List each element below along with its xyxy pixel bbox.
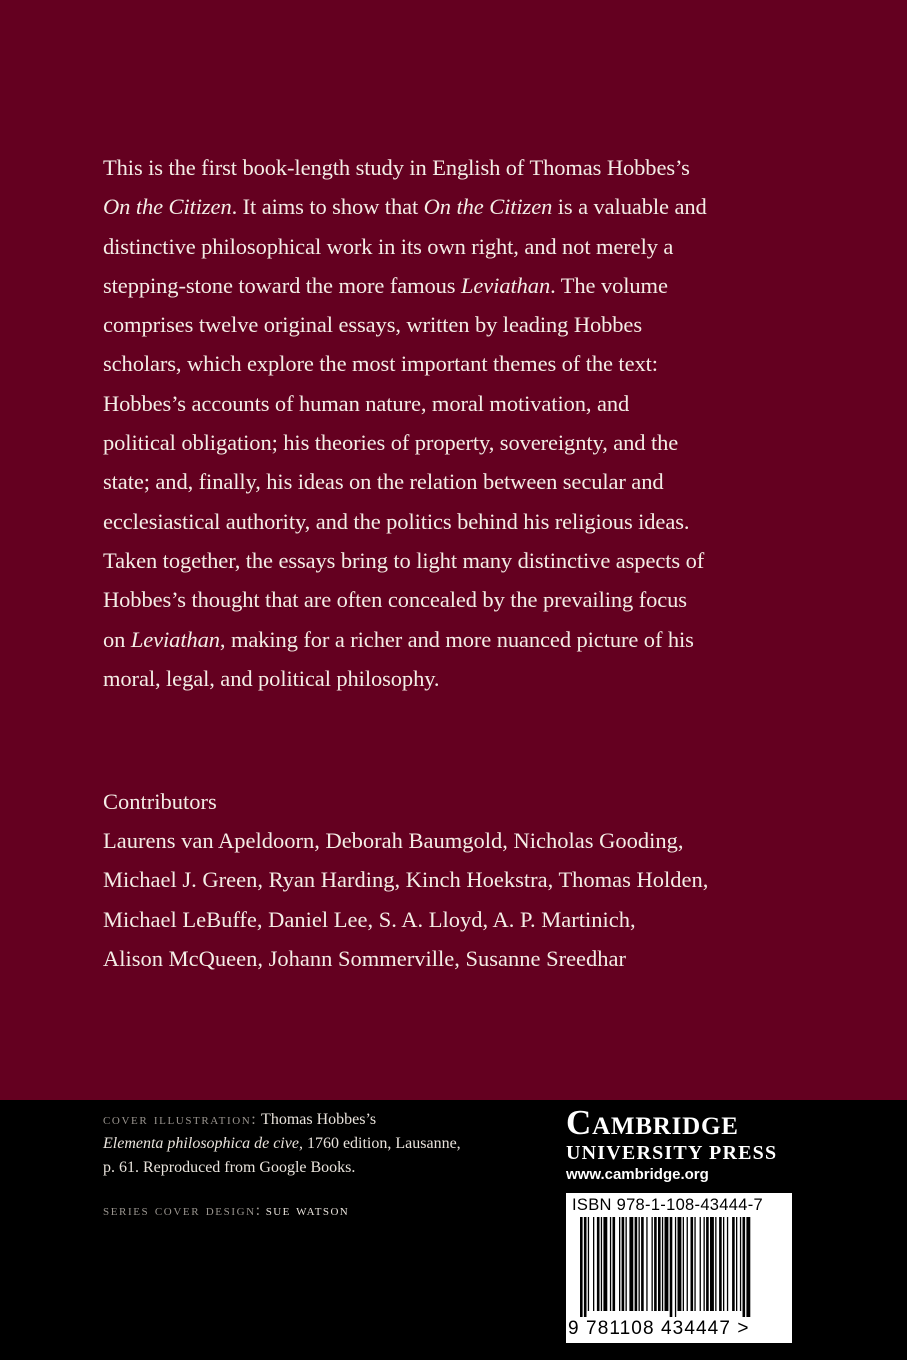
blurb-span: moral, legal, and political philosophy. <box>103 665 440 691</box>
blurb-span: Hobbes’s accounts of human nature, moral motivation, and <box>103 390 630 416</box>
barcode-bar <box>601 1217 602 1311</box>
blurb-line <box>103 659 803 698</box>
blurb-line <box>103 462 803 501</box>
blurb-line <box>103 423 803 462</box>
contributors-line: Michael LeBuffe, Daniel Lee, S. A. Lloyd, A. P. Martinich, <box>103 906 636 932</box>
barcode-bar <box>652 1217 653 1311</box>
barcode-bar <box>629 1217 633 1311</box>
barcode-bar <box>740 1217 741 1311</box>
publisher-logo <box>566 1104 806 1186</box>
barcode-bar <box>675 1217 676 1317</box>
publisher-name: Cambridge <box>566 1103 739 1142</box>
barcode-bar <box>746 1217 750 1317</box>
blurb-title-span: Leviathan <box>461 272 551 298</box>
barcode-bar <box>603 1217 607 1311</box>
blurb-span: scholars, which explore the most important themes of the text: <box>103 351 658 377</box>
barcode-bar <box>687 1217 688 1311</box>
contributors-line: Laurens van Apeldoorn, Deborah Baumgold, Nicholas Gooding, <box>103 828 684 853</box>
blurb-line <box>103 305 803 344</box>
barcode-bar <box>646 1217 647 1311</box>
blurb-line <box>103 187 803 226</box>
contributors-list <box>103 821 803 978</box>
barcode-bar <box>593 1217 594 1311</box>
barcode-bar <box>723 1217 724 1311</box>
illustration-label: cover illustration: <box>103 1111 258 1128</box>
barcode-bar <box>610 1217 611 1311</box>
blurb-span: ecclesiastical authority, and the politics behind his religious ideas. <box>103 508 690 534</box>
blurb-span: . It aims to show that <box>231 194 424 220</box>
barcode-bar <box>670 1217 673 1317</box>
blurb-title-span: On the Citizen <box>423 194 553 220</box>
barcode-panel <box>566 1193 792 1343</box>
blurb-line <box>103 384 803 423</box>
illustration-title: Elementa philosophica de cive <box>103 1135 299 1152</box>
blurb-span: This is the first book-length study in English of Thomas Hobbes’s <box>103 155 690 180</box>
barcode-bar <box>665 1217 669 1311</box>
barcode-bar <box>613 1217 616 1311</box>
blurb-line <box>103 620 803 659</box>
blurb-line <box>103 541 803 580</box>
barcode-bar <box>597 1217 600 1311</box>
blurb-span: on <box>103 626 131 652</box>
contributors-line: Michael J. Green, Ryan Harding, Kinch Hoekstra, Thomas Holden, <box>103 867 709 893</box>
barcode-bar <box>580 1217 583 1317</box>
barcode-bar <box>626 1217 627 1311</box>
barcode-bar <box>588 1217 589 1311</box>
barcode-bar <box>715 1217 716 1311</box>
blurb-title-span: On the Citizen <box>103 194 232 220</box>
barcode-bar <box>678 1217 682 1311</box>
barcode-bar <box>704 1217 705 1311</box>
barcode-bar <box>743 1217 746 1317</box>
blurb-span: , making for a richer and more nuanced picture of his <box>219 626 694 652</box>
barcode-bar <box>584 1217 587 1317</box>
design-label: series cover design: <box>103 1202 262 1219</box>
blurb-line <box>103 580 803 619</box>
blurb-span: Taken together, the essays bring to light many distinctive aspects of <box>103 547 705 573</box>
barcode-bar <box>641 1217 644 1311</box>
publisher-press: UNIVERSITY PRESS <box>566 1142 778 1164</box>
cover-illustration-credit <box>103 1108 503 1180</box>
barcode-bar <box>694 1217 695 1311</box>
series-design-credit <box>103 1202 349 1220</box>
blurb-span: political obligation; his theories of property, sovereignty, and the <box>103 430 679 456</box>
blurb-span: is a valuable and <box>552 194 707 220</box>
barcode-bar <box>658 1217 661 1311</box>
blurb-span: stepping-stone toward the more famous <box>103 272 461 298</box>
designer-name: sue watson <box>265 1202 350 1219</box>
barcode-bar <box>732 1217 735 1311</box>
blurb-line <box>103 502 803 541</box>
blurb-line <box>103 266 803 305</box>
blurb-span: state; and, finally, his ideas on the relation between secular and <box>103 469 664 495</box>
blurb-line <box>103 344 803 383</box>
illustration-line3: p. 61. Reproduced from Google Books. <box>103 1159 356 1176</box>
barcode-bar <box>691 1217 694 1311</box>
blurb-span: distinctive philosophical work in its own right, and not merely a <box>103 233 674 259</box>
barcode-bar <box>635 1217 638 1311</box>
barcode-digits: 9 781108 434447 > <box>568 1318 750 1339</box>
blurb-span: comprises twelve original essays, written by leading Hobbes <box>103 312 642 338</box>
illustration-line1: Thomas Hobbes’s <box>257 1111 377 1128</box>
barcode-bar <box>639 1217 640 1311</box>
blurb-text <box>103 148 803 698</box>
illustration-line2: , 1760 edition, Lausanne, <box>298 1135 461 1152</box>
blurb-title-span: Leviathan <box>130 626 220 652</box>
barcode-bar <box>736 1217 737 1311</box>
publisher-url: www.cambridge.org <box>566 1166 709 1183</box>
barcode-bar <box>706 1217 709 1311</box>
barcode-bar <box>710 1217 714 1311</box>
barcode-bar <box>619 1217 620 1311</box>
barcode-bar <box>727 1217 728 1311</box>
blurb-span: . The volume <box>550 272 668 298</box>
barcode-icon <box>566 1217 792 1317</box>
blurb-line <box>103 227 803 266</box>
barcode-bar <box>700 1217 701 1311</box>
blurb-span: Hobbes’s thought that are often concealed by the prevailing focus <box>103 587 687 613</box>
contributors-line: Alison McQueen, Johann Sommerville, Susanne Sreedhar <box>103 945 627 971</box>
barcode-bar <box>654 1217 657 1311</box>
isbn-text: ISBN 978-1-108-43444-7 <box>572 1196 763 1214</box>
barcode-bar <box>662 1217 663 1311</box>
contributors-heading: Contributors <box>103 789 217 814</box>
barcode-bar <box>719 1217 722 1311</box>
barcode-bar <box>622 1217 625 1311</box>
blurb-line <box>103 148 803 187</box>
barcode-bar <box>683 1217 684 1311</box>
